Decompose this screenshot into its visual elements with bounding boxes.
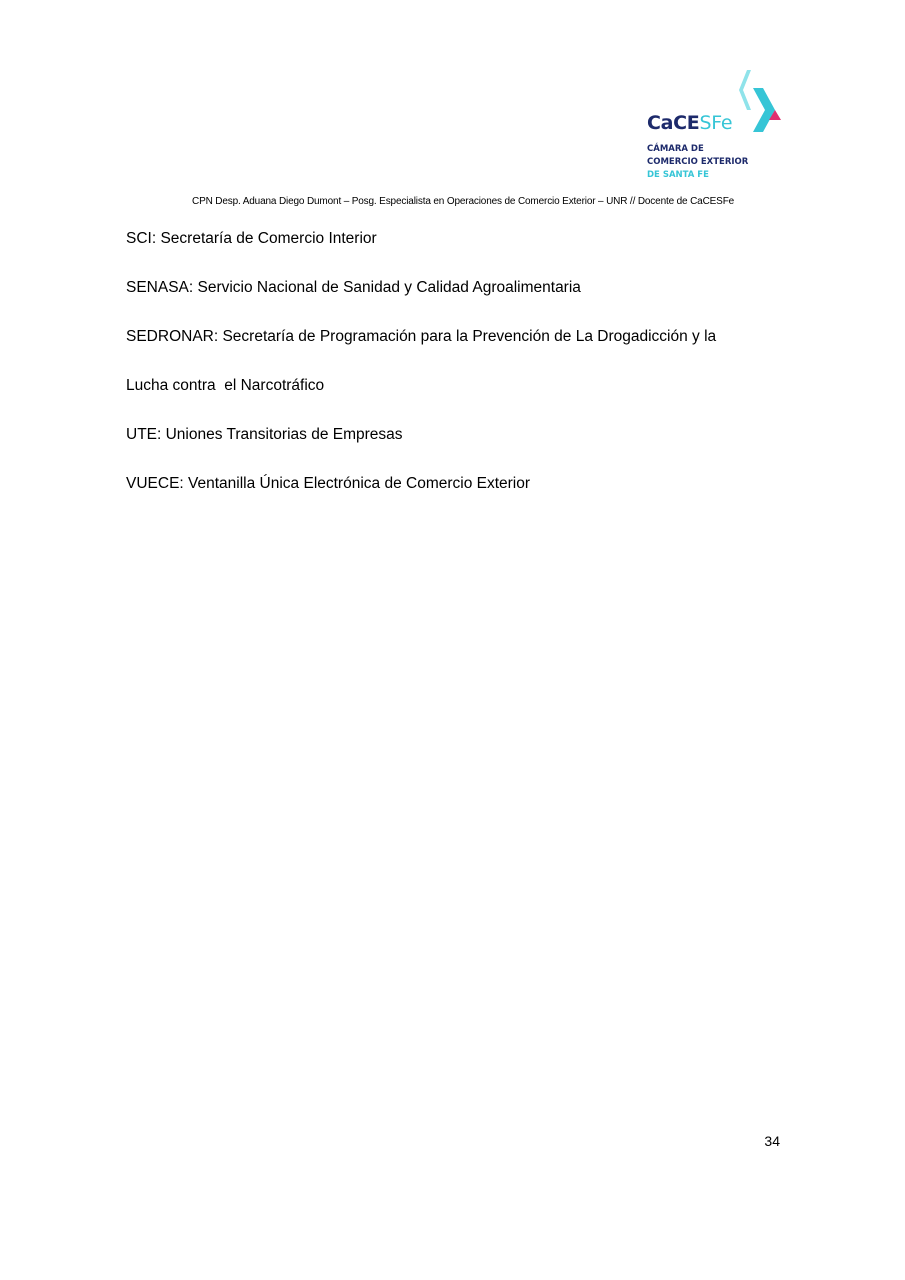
cacesfe-logo	[645, 68, 785, 186]
acronym-entry-sedronar: SEDRONAR: Secretaría de Programación para la Prevención de La Drogadicción y la	[126, 328, 717, 345]
logo-wordmark	[647, 112, 732, 134]
acronym-entry-sci: SCI: Secretaría de Comercio Interior	[126, 230, 377, 247]
acronym-entry-senasa: SENASA: Servicio Nacional de Sanidad y Calidad Agroalimentaria	[126, 279, 581, 296]
acronym-list	[126, 229, 786, 523]
logo-subtitle-line2: COMERCIO EXTERIOR	[647, 157, 749, 167]
logo-subtitle-line3: DE SANTA FE	[647, 170, 709, 180]
page-number: 34	[764, 1133, 780, 1149]
logo-subtitle-line1: CÁMARA DE	[647, 144, 704, 154]
acronym-entry-ute: UTE: Uniones Transitorias de Empresas	[126, 426, 403, 443]
header-author-line: CPN Desp. Aduana Diego Dumont – Posg. Especialista en Operaciones de Comercio Exterior – UNR // Docente de CaCESFe	[192, 196, 735, 207]
chevron-logo-icon	[737, 68, 785, 138]
logo-name-light: SFe	[699, 112, 733, 134]
acronym-entry-sedronar-continued: Lucha contra el Narcotráfico	[126, 377, 325, 394]
acronym-entry-vuece: VUECE: Ventanilla Única Electrónica de Comercio Exterior	[126, 475, 531, 492]
logo-name-dark: CaCE	[647, 112, 700, 134]
